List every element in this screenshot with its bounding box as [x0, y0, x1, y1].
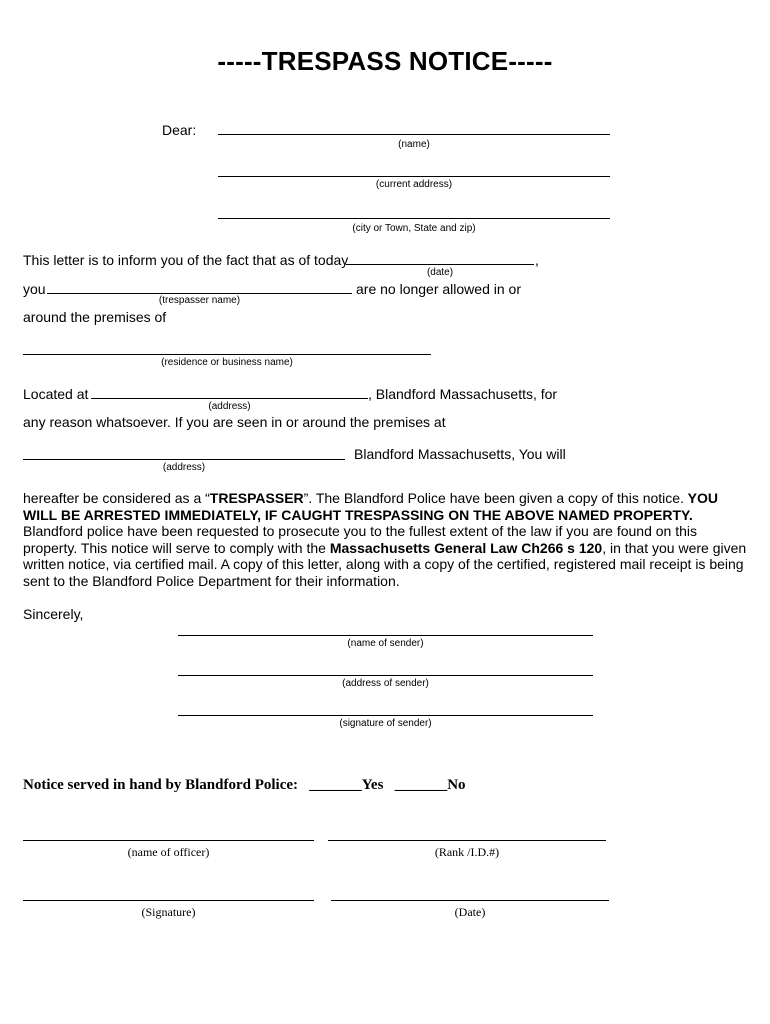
dear-label: Dear:	[162, 122, 197, 138]
located-address-field[interactable]	[91, 398, 368, 399]
officer-rank-caption: (Rank /I.D.#)	[434, 845, 500, 859]
para-text: , in that you were given written notice, via certified mail. A copy of this letter, along with a copy of the certified, registered mail receipt is being sent to the Blandford Police Department for their information.	[23, 539, 747, 589]
para-text: hereafter be considered as a “	[23, 490, 210, 506]
served-label: Notice served in hand by Blandford Police:	[23, 777, 299, 793]
date-comma: ,	[535, 252, 539, 268]
notice-paragraph	[23, 490, 753, 590]
date-caption: (date)	[426, 267, 454, 278]
recipient-city-field[interactable]	[218, 218, 610, 219]
no-label: No	[447, 777, 466, 793]
trespasser-caption: (trespasser name)	[158, 295, 241, 306]
law-citation: Massachusetts General Law Ch266 s 120	[329, 539, 603, 556]
no-blank[interactable]: _______	[394, 777, 448, 793]
para-text: ”. The Blandford Police have been given a copy of this notice.	[303, 490, 684, 506]
residence-caption: (residence or business name)	[161, 357, 293, 368]
recipient-name-caption: (name)	[398, 139, 430, 150]
officer-signature-caption: (Signature)	[141, 905, 196, 919]
premises-address-field[interactable]	[23, 459, 345, 460]
located-label: Located at	[23, 386, 89, 402]
sender-name-caption: (name of sender)	[347, 638, 424, 649]
trespasser-name-field[interactable]	[47, 293, 352, 294]
sender-address-field[interactable]	[178, 675, 593, 676]
located-town: , Blandford Massachusetts, for	[368, 386, 558, 402]
served-date-caption: (Date)	[454, 905, 486, 919]
no-longer-text: are no longer allowed in or	[356, 281, 521, 297]
sender-signature-caption: (signature of sender)	[339, 718, 432, 729]
residence-field[interactable]	[23, 354, 431, 355]
arrest-warning: YOU WILL BE ARRESTED IMMEDIATELY, IF CAUGHT TRESPASSING ON THE ABOVE NAMED PROPERTY.	[23, 490, 718, 523]
around-text: around the premises of	[23, 309, 167, 325]
date-field[interactable]	[346, 264, 534, 265]
sender-name-field[interactable]	[178, 635, 593, 636]
premises-address-caption: (address)	[162, 462, 206, 473]
officer-name-caption: (name of officer)	[127, 845, 210, 859]
you-will-text: Blandford Massachusetts, You will	[354, 446, 566, 462]
officer-rank-field[interactable]	[328, 840, 606, 841]
trespasser-term: TRESPASSER	[209, 490, 304, 506]
recipient-city-caption: (city or Town, State and zip)	[352, 223, 476, 234]
officer-name-field[interactable]	[23, 840, 314, 841]
officer-signature-field[interactable]	[23, 900, 314, 901]
you-text: you	[23, 281, 46, 297]
yes-label: Yes	[361, 777, 384, 793]
para-text: Blandford police have been requested to prosecute you to the fullest extent of the law if you are found on this property. This notice will serve to comply with the	[23, 523, 697, 556]
served-date-field[interactable]	[331, 900, 609, 901]
recipient-name-field[interactable]	[218, 134, 610, 135]
recipient-address-field[interactable]	[218, 176, 610, 177]
sender-signature-field[interactable]	[178, 715, 593, 716]
sincerely-text: Sincerely,	[23, 606, 84, 622]
any-reason-text: any reason whatsoever. If you are seen in or around the premises at	[23, 414, 446, 430]
recipient-address-caption: (current address)	[375, 179, 453, 190]
sender-address-caption: (address of sender)	[342, 678, 429, 689]
page-title: -----TRESPASS NOTICE-----	[217, 46, 553, 76]
inform-text: This letter is to inform you of the fact that as of today	[23, 252, 349, 268]
located-address-caption: (address)	[208, 401, 251, 412]
yes-blank[interactable]: _______	[309, 777, 362, 793]
served-line	[23, 777, 466, 794]
